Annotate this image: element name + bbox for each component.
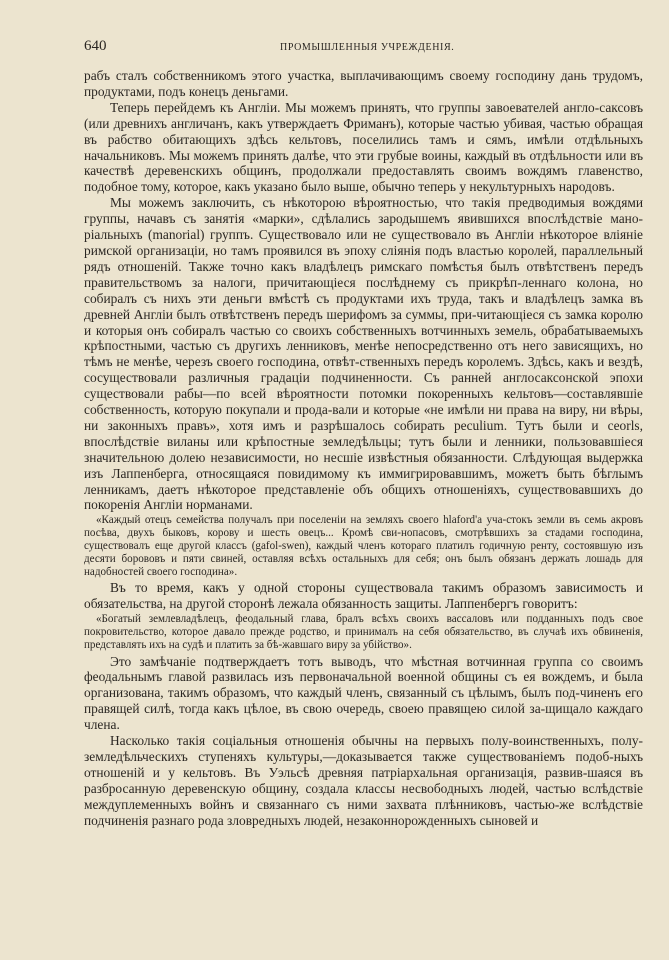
running-head: ПРОМЫШЛЕННЫЯ УЧРЕЖДЕНІЯ. <box>280 42 455 53</box>
page-number: 640 <box>84 38 107 54</box>
page-header <box>84 38 643 64</box>
paragraph: Насколько такія соціальныя отношенія обычны на первыхъ полу-воинственныхъ, полу-земледѣльческихъ ступеняхъ культуры,—доказывается также существованіемъ подоб-ныхъ отношеній и у кельтовъ. Въ Уэльсѣ древняя патріархальная организація, развив-шаяся въ разбросанную деревенскую общину, создала классы несвободныхъ людей, частью вслѣдствіе междуплеменныхъ войнъ и связаннаго съ ними захвата плѣнниковъ, частью-же вслѣдствіе подчиненія разнаго рода зловредныхъ людей, незаконнорожденныхъ сыновей и <box>84 733 643 828</box>
block-quote: «Богатый землевладѣлецъ, феодальный глава, бралъ всѣхъ своихъ вассаловъ или подданныхъ подъ свое покровительство, которое давало прежде родство, и принималъ на себя обязательство, въ случаѣ ихъ обвиненія, представлять ихъ на судѣ и платить за бѣ-жавшаго виру за убійство». <box>84 613 643 651</box>
paragraph: Мы можемъ заключить, съ нѣкоторою вѣроятностью, что такія предводимыя вождями группы, начавъ съ занятія «марки», сдѣлались зародышемъ явившихся впослѣдствіе мано-ріальныхъ (manorial) группъ. Существовало или не существовало въ Англіи нѣкоторое вліяніе римской организаціи, но тамъ проявился въ эпоху слiянія подъ властью королей, параллельный рядъ отношеній. Также точно какъ владѣлецъ римскаго помѣстья былъ отвѣтственъ передъ правительствомъ за налоги, причитающіеся послѣднему съ прикрѣп-леннаго колона, но собиралъ съ нихъ эти деньги вмѣстѣ съ продуктами ихъ труда, такъ и владѣлецъ замка въ древней Англіи былъ отвѣтственъ передъ шерифомъ за суммы, при-читающіеся съ замка королю и которыя онъ собиралъ частью со своихъ собственныхъ вотчинныхъ земель, обрабатываемыхъ крѣпостными, частью съ другихъ ленниковъ, менѣе непосредственно отъ него зависящихъ, но тѣмъ не менѣе, черезъ своего господина, отвѣт-ственныхъ передъ королемъ. Здѣсь, какъ и вездѣ, сосуществовали различныя градаціи подчиненности. Съ ранней англосаксонской эпохи существовали рабы—по всей вѣроятности потомки покоренныхъ кельтовъ—составлявшіе собственность, которую покупали и прода-вали и которые «не имѣли ни права на виру, ни вѣры, ни законныхъ правъ», хотя имъ и разрѣшалось собирать peculium. Тутъ были и ceorls, впослѣдствіе виланы или крѣпостные земледѣльцы; тутъ были и ленники, пользовавшіеся значительною долею независимости, но несшіе извѣстныя обязанности. Слѣдующая выдержка изъ Лаппенберга, относящаяся повидимому къ иммигрировавшимъ, можетъ быть бѣглымъ ленникамъ, даетъ нѣкоторое представленіе объ общихъ отношеніяхъ, существовавшихъ до покоренія Англіи норманами. <box>84 195 643 513</box>
paragraph: рабъ сталъ собственникомъ этого участка, выплачивающимъ своему господину дань трудомъ, продуктами, подъ конецъ деньгами. <box>84 68 643 99</box>
paragraph: Теперь перейдемъ къ Англіи. Мы можемъ принять, что группы завоевателей англо-саксовъ (или древнихъ англичанъ, какъ утверждаетъ Фриманъ), которые частью убивая, частью обращая въ рабство обитающихъ здѣсь кельтовъ, поселились тамъ и сямъ, имѣли отдѣльныхъ начальниковъ. Мы можемъ принять далѣе, что эти грубые воины, каждый въ отдѣльности или въ качествѣ деревенскихъ общинъ, продолжали предоставлять своимъ вождямъ главенство, подобное тому, которое, какъ указано было выше, обычно теперь у некультурныхъ народовъ. <box>84 99 643 195</box>
paragraph: Въ то время, какъ у одной стороны существовала такимъ образомъ зависимость и обязательства, на другой сторонѣ лежала обязанность защиты. Лаппенбергъ говоритъ: <box>84 580 643 612</box>
paragraph: Это замѣчаніе подтверждаетъ тотъ выводъ, что мѣстная вотчинная группа со своимъ феодальнымъ главой развилась изъ первоначальной военной общины съ ея вождемъ, и была организована, такимъ образомъ, что каждый членъ, связанный съ цѣлымъ, былъ под-чиненъ его правящей силѣ, тогда какъ цѣлое, въ свою очередь, своею правящею силой за-щищало каждаго члена. <box>84 653 643 733</box>
block-quote: «Каждый отецъ семейства получалъ при поселеніи на земляхъ своего hlaford'а уча-стокъ земли въ семь акровъ посѣва, двухъ быковъ, корову и шесть овецъ... Кромѣ сви-нопасовъ, смотрѣвшихъ за стадами господина, существовалъ еще другой классъ (gafol-swen), каждый членъ котораго платилъ годичную ренту, состоявшую изъ десяти борововъ и пяти свиней, оставляя всѣхъ остальныхъ для себя; онъ былъ обязанъ держать лошадь для надобностей своего господина». <box>84 514 643 578</box>
